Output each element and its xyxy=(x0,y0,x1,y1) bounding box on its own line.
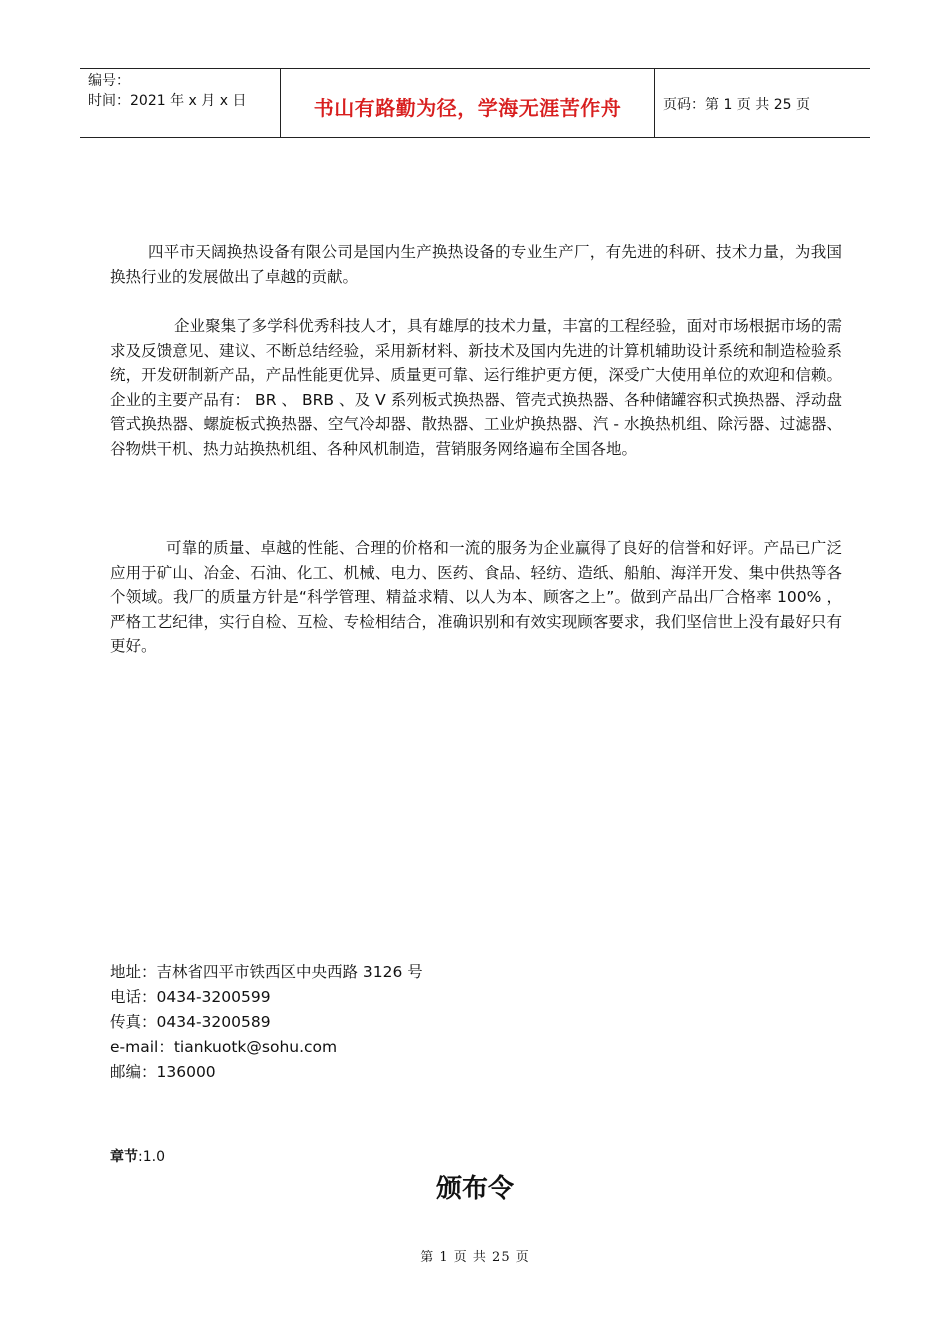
page-footer: 第 1 页 共 25 页 xyxy=(420,1250,530,1265)
contact-postcode: 邮编：136000 xyxy=(110,1063,216,1081)
document-number-label: 编号： xyxy=(88,73,130,89)
contact-phone: 电话：0434-3200599 xyxy=(110,988,271,1006)
section-label xyxy=(110,1146,165,1166)
contact-block xyxy=(110,960,423,1085)
document-date: 时间：2021 年 x 月 x 日 xyxy=(88,93,247,109)
document-header xyxy=(80,68,870,138)
decree-title: 颁布令 xyxy=(435,1174,514,1204)
header-meta xyxy=(80,69,281,137)
paragraph-quality: 可靠的质量、卓越的性能、合理的价格和一流的服务为企业赢得了良好的信誉和好评。产品已广泛应用于矿山、冶金、石油、化工、机械、电力、医药、食品、轻纺、造纸、船舶、海洋开发、集中供热等各个领域。我厂的质量方针是“科学管理、精益求精、以人为本、顾客之上”。做到产品出厂合格率 100% ，严格工艺纪律，实行自检、互检、专检相结合，准确识别和有效实现顾客要求，我们坚信世上没有最好只有更好。 xyxy=(110,539,842,656)
paragraph-products: 企业聚集了多学科优秀科技人才，具有雄厚的技术力量，丰富的工程经验，面对市场根据市场的需求及反馈意见、建议、不断总结经验，采用新材料、新技术及国内先进的计算机辅助设计系统和制造检验系统，开发研制新产品，产品性能更优异、质量更可靠、运行维护更方便，深受广大使用单位的欢迎和信赖。企业的主要产品有： BR 、 BRB 、及 V 系列板式换热器、管壳式换热器、各种储罐容积式换热器、浮动盘管式换热器、螺旋板式换热器、空气冷却器、散热器、工业炉换热器、汽 - 水换热机组、除污器、过滤器、谷物烘干机、热力站换热机组、各种风机制造，营销服务网络遍布全国各地。 xyxy=(110,317,842,458)
contact-email: e-mail：tiankuotk@sohu.com xyxy=(110,1038,338,1056)
paragraph-intro: 四平市天阔换热设备有限公司是国内生产换热设备的专业生产厂，有先进的科研、技术力量，为我国换热行业的发展做出了卓越的贡献。 xyxy=(110,243,842,286)
section-label-text: 章节 xyxy=(110,1149,138,1165)
contact-fax: 传真：0434-3200589 xyxy=(110,1013,271,1031)
header-motto: 书山有路勤为径，学海无涯苦作舟 xyxy=(281,69,655,137)
header-page-info: 页码：第 1 页 共 25 页 xyxy=(663,97,810,113)
contact-address: 地址：吉林省四平市铁西区中央西路 3126 号 xyxy=(110,963,423,981)
section-number: :1.0 xyxy=(138,1149,165,1165)
